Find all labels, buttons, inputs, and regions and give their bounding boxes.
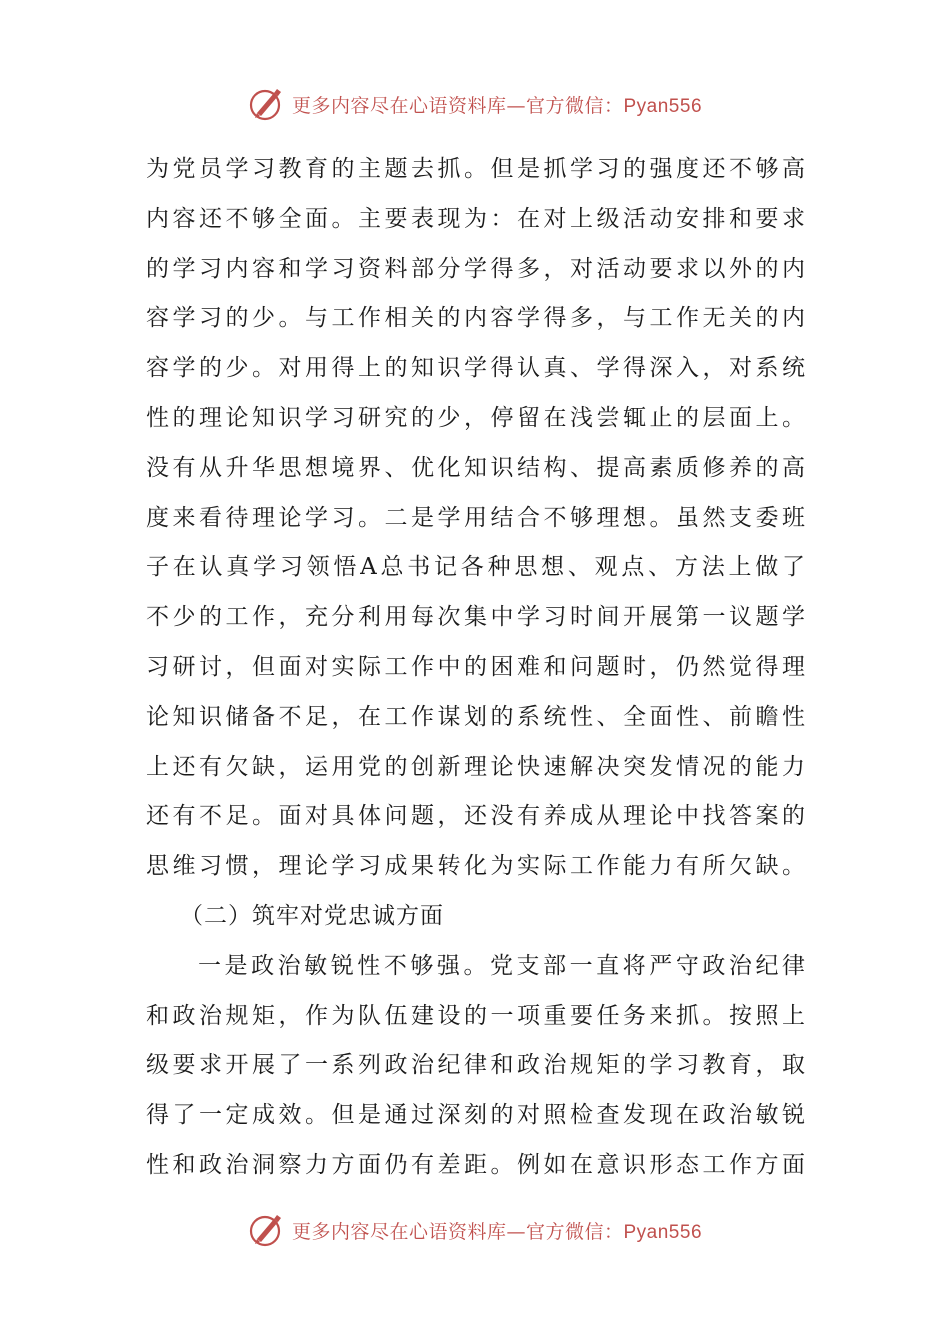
text-line: 子在认真学习领悟A总书记各种思想、观点、方法上做了 (146, 554, 806, 581)
header-banner (0, 82, 950, 126)
text-line: 级要求开展了一系列政治纪律和政治规矩的学习教育，取 (146, 1052, 806, 1079)
banner-text: 更多内容尽在心语资料库—官方微信：Pyan556 (291, 94, 703, 117)
text-line: 得了一定成效。但是通过深刻的对照检查发现在政治敏锐 (146, 1102, 806, 1129)
wechat-id: Pyan556 (623, 1221, 703, 1243)
text-line: 上还有欠缺，运用党的创新理论快速解决突发情况的能力 (146, 753, 806, 780)
text-line: 性的理论知识学习研究的少，停留在浅尝辄止的层面上。 (146, 404, 806, 431)
banner-text: 更多内容尽在心语资料库—官方微信：Pyan556 (291, 1220, 703, 1243)
wechat-id: Pyan556 (623, 95, 703, 117)
text-line: 不少的工作，充分利用每次集中学习时间开展第一议题学 (146, 604, 806, 631)
footer-banner (0, 1208, 950, 1252)
text-line: 思维习惯，理论学习成果转化为实际工作能力有所欠缺。 (146, 853, 806, 880)
text-line: 容学习的少。与工作相关的内容学得多，与工作无关的内 (146, 305, 806, 332)
document-body (146, 145, 806, 1191)
text-line: 的学习内容和学习资料部分学得多，对活动要求以外的内 (146, 255, 806, 282)
text-line: 为党员学习教育的主题去抓。但是抓学习的强度还不够高 (146, 156, 806, 182)
text-line: 论知识储备不足，在工作谋划的系统性、全面性、前瞻性 (146, 703, 806, 730)
pen-seal-icon (248, 1211, 286, 1249)
text-line: 内容还不够全面。主要表现为：在对上级活动安排和要求 (146, 205, 806, 232)
text-line: 容学的少。对用得上的知识学得认真、学得深入，对系统 (146, 355, 806, 382)
section-heading: （二）筑牢对党忠诚方面 (180, 902, 444, 929)
text-line: 习研讨，但面对实际工作中的困难和问题时，仍然觉得理 (146, 653, 806, 680)
text-line: 还有不足。面对具体问题，还没有养成从理论中找答案的 (146, 803, 806, 830)
pen-seal-icon (248, 85, 286, 123)
text-line: 度来看待理论学习。二是学用结合不够理想。虽然支委班 (146, 504, 806, 531)
text-line: 没有从升华思想境界、优化知识结构、提高素质修养的高 (146, 454, 806, 481)
text-line: 性和政治洞察力方面仍有差距。例如在意识形态工作方面 (146, 1151, 806, 1178)
text-line: 和政治规矩，作为队伍建设的一项重要任务来抓。按照上 (146, 1002, 806, 1029)
paragraph-first-line: 一是政治敏锐性不够强。党支部一直将严守政治纪律 (198, 952, 806, 979)
